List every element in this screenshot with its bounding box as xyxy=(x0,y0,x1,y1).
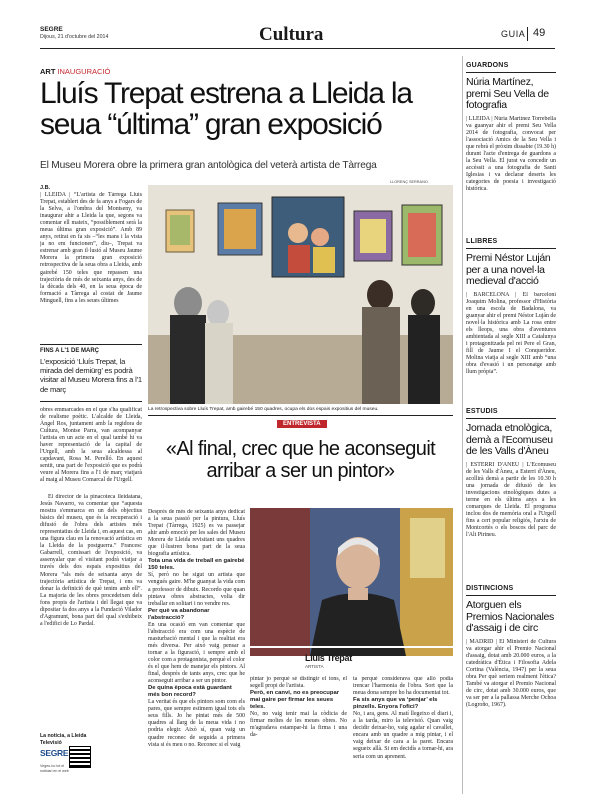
sidebar-label: GUARDONS xyxy=(466,62,509,69)
byline: J.B. xyxy=(40,185,51,191)
masthead-rule xyxy=(40,48,555,49)
question-4: Però, en canvi, no es preocupar mai gaire per firmar les seues teles. xyxy=(250,690,340,711)
segre-tv-logo: SEGRE xyxy=(40,748,69,758)
sidebar-item-llibres xyxy=(466,238,556,402)
gallery-scene-image xyxy=(148,185,453,404)
col1-paragraph-2: El director de la pinacoteca lleidatana, Jesús Navarro, va comentar que “aquesta mostra s'emmarca en un dels objectius bàsics del museu, que és la recuperació i difusió de l'obra dels artistes més representatius de Lleida i, en aquest cas, en una figura clau en la renovació artística en la Lleida de la postguerra.” Francesc Gabarrell, comissari de l'exposició, va assenyalar que el visitant podrà viatjar a través dels dos espais expositius del Morera “als més de seixanta anys de trajectòria artística de Trepat, i ens va donar la definició de què tenim amb ell”. La majoria de les obres procedeixen dels fons propis de l'artista i del llegat que va dipositar fa dos anys a la Fundació Vilador d'Agramunt, bona part del qual s'exhibeix a l'edifici de Lo Pardal. xyxy=(40,494,142,627)
sidebar-text: | BARCELONA | El barceloní Joaquim Molina, professor d'Història en una escola de Badalona, va guanyar ahir el premi Néstor Luján de novel·la històrica amb La rosa entre els lleops, una obra d'aventures ambientada al segle XIII a Catalunya i protagonitzada pel rei Pere el Gran, fill de Jaume I el Conqueridor. Molina viatja al segle XIII amb “una obra d'evasió i un personatge amb llum pròpia”. xyxy=(466,291,556,376)
interview-column-b xyxy=(250,676,347,794)
sidebar-headline: Premi Néstor Luján per a una novel·la medieval d'acció xyxy=(466,252,551,287)
interview-quote: «Al final, crec que he aconseguit arribar a ser un pintor» xyxy=(165,438,436,482)
sidebar-headline: Núria Martínez, premi Seu Vella de fotografia xyxy=(466,76,549,111)
portrait-name: Lluís Trepat xyxy=(305,653,352,663)
pullquote-rule xyxy=(40,344,142,345)
col1-continued: obres emmarcades en el que s'ha qualificat de realisme poètic. L'alcalde de Lleida, Àngel Ros, juntament amb la regidora de Cultura, Montse Parra, van acompanyar l'artista en un acte en el qual també hi va haver representació de la capital de l'Urgell, amb la seua alcaldessa al capdavant, Rosa M. Perelló. En aquest sentit, una part de l'exposició que es podrà veure al Morera fins a l'1 de març viatjarà al maig al Museu Comarcal de l'Urgell. xyxy=(40,407,142,484)
sidebar-label: DISTINCIONS xyxy=(466,585,514,592)
answer-1: Sí, però no he sigut un artista que vengués gaire. M'he guanyat la vida com a professor de dibuix. Recordo que quan pintava obres abstractes, volia dir treballar en solitari i no vendre res. xyxy=(148,572,245,607)
lead-paragraph: | LLEIDA | “L'artista de Tàrrega Lluís Trepat, establert des de fa anys a Fogars de la Selva, a l'ombra del Montseny, va inaugurar ahir a Lleida la que, segons va comentar ell mateix, “possiblement serà la meua última gran exposició”. Amb 89 anys, retirat en fa sis –“les mans i la vista ja no em funcionen”, diu–, Trepat va estrenar amb gran il·lusió al Museu Jaume Morera la primera gran exposició retrospectiva de la seua obra a Lleida, amb gairebé 150 teles que repassen una trajectòria de més de seixanta anys, des de la dècada dels 40, en la seua època de formació a Tàrrega al costat de Jaume Minguell, fins a les seues últimes xyxy=(40,192,142,304)
interview-label: ENTREVISTA xyxy=(277,420,327,428)
col-c-text: ta perquè considerava que allò podia trencar l'harmonia de l'obra. Sort que la meua dona sempre ho ha documentat tot. xyxy=(353,676,453,697)
pullquote-text: L'exposició ‘Lluís Trepat, la mirada del demiürg’ es podrà visitar al Museu Morera fins a l'1 de març xyxy=(40,357,142,394)
sidebar-item-guardons xyxy=(466,62,556,226)
answer-5: No, i ara, gens. Al matí llegeixo el diari i, a la tarda, miro la televisió. Quan vaig decidir deixar-ho, vaig agafar el cavallet, encara amb un quadre a mig pintar, i el vaig deixar de cara a la paret. Encara segueix allà. Si em decidís a tornar-hi, ara seria com un aprenent. xyxy=(353,711,453,760)
answer-3: La veritat és que els pintors som com els pares, que sempre estimem igual tots els seus fills. Jo he pintat més de 500 quadres al llarg de la meua vida i no podria elegir. Això sí, quan vaig un quadre reconec de seguida a primera vista si és meu o no. Reconec si el vaig xyxy=(148,699,245,748)
kicker-section: ART xyxy=(40,67,56,76)
sidebar-text: | ESTERRI D'ÀNEU | L'Ecomuseu de les Valls d'Àneu, a Esterri d'Àneu, acollirà demà a partir de les 10.30 h una jornada de difusió de les investigacions etnològiques dutes a terme en els últims anys a les comarques de Lleida. El programa inclou dos de memòria oral a l'Urgell fins a cert popular religiós, l'arxiu de Montcortès o els boscos del parc de l'Alt Pirineu. xyxy=(466,461,556,538)
tv-promo-text: La notícia, a Lleida Televisió xyxy=(40,733,87,746)
photo-credit: LLORENÇ SERRANO xyxy=(390,180,428,184)
col-b-text: pintar jo perquè sé distingir el tons, el segell propi de l'artista. xyxy=(250,676,347,690)
page-number: 49 xyxy=(533,27,546,39)
photo-caption: La retrospectiva sobre Lluís Trepat, amb gairebé 150 quadres, ocupa els dos espais expositius del museu. xyxy=(148,407,379,412)
headline-line-1: Lluís Trepat estrena a Lleida la xyxy=(40,77,412,110)
kicker-topic: INAUGURACIÓ xyxy=(57,67,111,76)
sidebar-label: LLIBRES xyxy=(466,238,498,245)
pullquote-label: FINS A L'1 DE MARÇ xyxy=(40,348,99,354)
question-2: Per què va abandonar l'abstracció? xyxy=(148,607,210,621)
sidebar-item-estudis xyxy=(466,408,556,577)
qr-code-icon[interactable] xyxy=(69,746,91,768)
portrait-bottom-line xyxy=(250,646,453,648)
kicker xyxy=(40,67,110,76)
sidebar-label: ESTUDIS xyxy=(466,408,498,415)
section-title: Cultura xyxy=(259,24,324,45)
issue-date: Dijous, 21 d'octubre del 2014 xyxy=(40,34,109,40)
interview-column-c xyxy=(353,676,453,794)
portrait-photo xyxy=(250,508,453,656)
artist-portrait-image xyxy=(250,508,453,656)
question-1: Tota una vida de treball en gairebé 150 teles. xyxy=(148,558,245,572)
interview-column-a xyxy=(148,509,245,794)
headline xyxy=(40,78,412,140)
sidebar-item-distincions xyxy=(466,585,556,759)
question-3: De quina època està guardant més bon record? xyxy=(148,685,232,699)
interview-top-rule xyxy=(148,415,453,416)
pullquote-rule-bottom xyxy=(40,401,142,402)
answer-2: En una ocasió em van comentar que l'abstracció era com una espècie de masturbació mental i que la realitat era més diversa. Per això vaig pensar a tornar a la figuració, i sempre amb el color com a protagonista, perquè el color és el que hem de manejar els pintors. Al final, després de tants anys, crec que he aconseguit arribar a ser un pintor. xyxy=(148,621,245,685)
exhibition-photo xyxy=(148,185,453,404)
sidebar-text: | LLEIDA | Núria Martínez Torrebella va guanyar ahir el premi Seu Vella 2014 de fotografia, convocat per l'associació Amics de la Seu Vella i que rebrà el pròxim dissabte (19.30 h) durant l'acte d'entrega de guardons a la Seu Vella. El jurat va concedir un accèssit a una fotografia de Santi Iglesias i va declarar deserts les categories de poesia i investigació històrica. xyxy=(466,115,556,192)
newspaper-name: SEGRE xyxy=(40,26,63,33)
portrait-role: ARTISTA xyxy=(305,664,324,669)
headline-line-2: seua “última” gran exposició xyxy=(40,108,382,141)
sidebar-headline: Atorguen els Premios Nacionales d'assaig i de circ xyxy=(466,599,554,634)
divider xyxy=(527,27,528,41)
sidebar-headline: Jornada etnològica, demà a l'Ecomuseu de les Valls d'Àneu xyxy=(466,422,553,457)
question-5: Fa sis anys que va ‘penjar’ els pinzells. Enyora l'ofici? xyxy=(353,697,438,711)
answer-4: No, no vaig tenir mai la còdicia de firmar moltes de les meues obres. No m'agradava estampar-hi la firma i una da- xyxy=(250,711,347,739)
sidebar-divider xyxy=(462,56,463,794)
sidebar-text: | MADRID | El Ministeri de Cultura va atorgar ahir el Premio Nacional d'assaig, dotat amb 20.000 euros, a la catedràtica d'Ètica i Filosofia Adela Cortina (València, 1947) per la seua obra Per què seriem realment l'ètica? També va atorgar el Premio Nacional de circ, dotat amb 30.000 euros, que va ser per a la pallassa Merche Ochoa (Logroño, 1967). xyxy=(466,638,556,708)
promo-small-text: Vegeu-ho tot el noticiari en el web xyxy=(40,764,69,773)
subheadline: El Museu Morera obre la primera gran antològica del veterà artista de Tàrrega xyxy=(40,160,377,171)
interview-intro: Després de més de seixanta anys dedicat a la seua passió per la pintura, Lluís Trepat (Tàrrega, 1925) es va passejar ahir amb emoció per les sales del Museu Morera de Lleida revisitant uns quadres que il·lustren bona part de la seua biografia artística. xyxy=(148,509,245,558)
guide-label: GUIA xyxy=(501,29,526,39)
